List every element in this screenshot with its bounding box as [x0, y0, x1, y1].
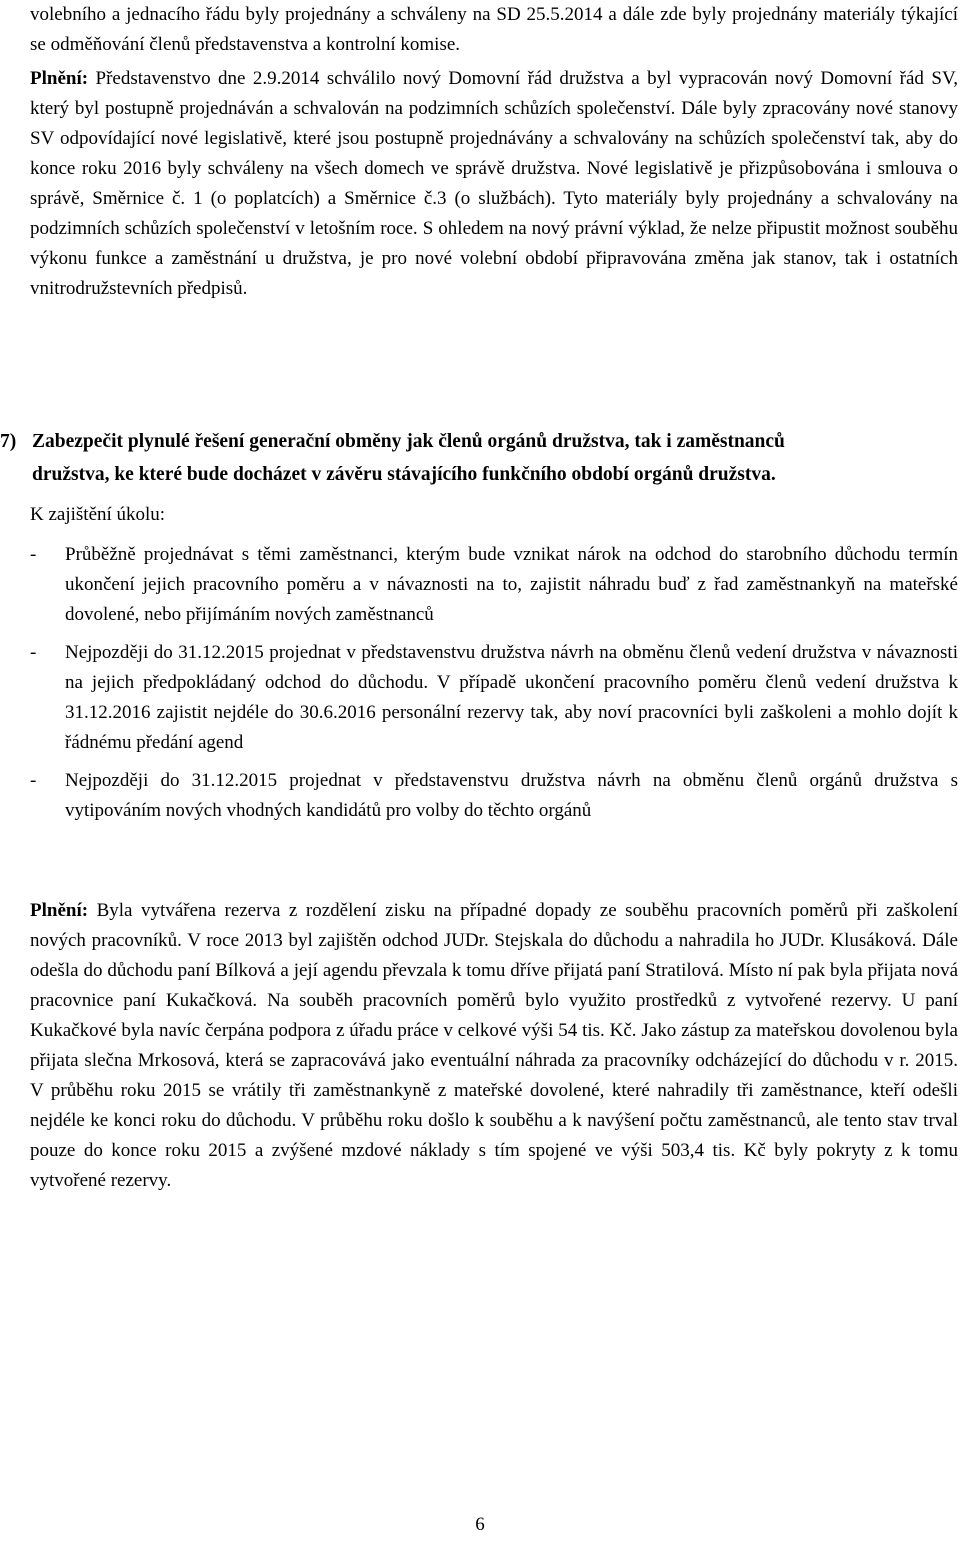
paragraph-top-text: volebního a jednacího řádu byly projednány a schváleny na SD 25.5.2014 a dále zde byly projednány materiály týkající se odměňování členů představenstva a kontrolní komise. — [30, 4, 958, 55]
plneni-label-1: Plnění: — [30, 68, 89, 89]
page-number: 6 — [475, 1514, 485, 1535]
section-7-title-line2: družstva, ke které bude docházet v závěru stávajícího funkčního období orgánů družstva. — [32, 464, 776, 485]
section-7-title-line1: Zabezpečit plynulé řešení generační obměny jak členů orgánů družstva, tak i zaměstnanců — [32, 431, 785, 452]
list-item-text: Nejpozději do 31.12.2015 projednat v představenstvu družstva návrh na obměnu členů vedení družstva v návaznosti na jejich předpokládaný odchod do důchodu. V případě ukončení pracovního poměru členů vedení družstva k 31.12.2016 zajistit nejdéle do 30.6.2016 personální rezervy tak, aby noví pracovníci byli zaškoleni a mohlo dojít k řádnému předání agend — [65, 642, 958, 753]
section-7-number: 7) — [0, 431, 17, 452]
plneni-label-2: Plnění: — [30, 900, 89, 921]
task-list — [30, 540, 958, 826]
list-dash: - — [30, 642, 37, 663]
list-item-text: Nejpozději do 31.12.2015 projednat v představenstvu družstva návrh na obměnu členů orgánů družstva s vytipováním nových vhodných kandidátů pro volby do těchto orgánů — [65, 770, 958, 821]
task-label: K zajištění úkolu: — [30, 504, 166, 525]
paragraph-top — [30, 0, 958, 60]
section-7-heading — [0, 425, 960, 491]
list-dash: - — [30, 770, 37, 791]
list-item — [30, 638, 958, 758]
list-item — [30, 766, 958, 826]
plneni-text-2: Byla vytvářena rezerva z rozdělení zisku na případné dopady ze souběhu pracovních poměrů při zaškolení nových pracovníků. V roce 2013 byl zajištěn odchod JUDr. Stejskala do důchodu a nahradila ho JUDr. Klusáková. Dále odešla do důchodu paní Bílková a její agendu převzala k tomu dříve přijatá paní Stratilová. Místo ní pak byla přijata nová pracovnice paní Kukačková. Na souběh pracovních poměrů bylo využito prostředků z vytvořené rezervy. U paní Kukačkové byla navíc čerpána podpora z úřadu práce v celkové výši 54 tis. Kč. Jako zástup za mateřskou dovolenou byla přijata slečna Mrkosová, která se zapracovává jako eventuální náhrada za pracovníky odcházející do důchodu v r. 2015. V průběhu roku 2015 se vrátily tři zaměstnankyně z mateřské dovolené, které nahradily tři zaměstnance, kteří odešli nejdéle ke konci roku do důchodu. V průběhu roku došlo k souběhu a k navýšení počtu zaměstnanců, ale tento stav trval pouze do konce roku 2015 a zvýšené mzdové náklady s tím spojené ve výši 503,4 tis. Kč byly pokryty z k tomu vytvořené rezervy. — [30, 900, 958, 1191]
plneni-text-1: Představenstvo dne 2.9.2014 schválilo nový Domovní řád družstva a byl vypracován nový Domovní řád SV, který byl postupně projednáván a schvalován na podzimních schůzích společenství. Dále byly zpracovány nové stanovy SV odpovídající nové legislativě, které jsou postupně projednávány a schvalovány na schůzích společenství tak, aby do konce roku 2016 byly schváleny na všech domech ve správě družstva. Nové legislativě je přizpůsobována i smlouva o správě, Směrnice č. 1 (o poplatcích) a Směrnice č.3 (o službách). Tyto materiály byly projednány a schvalovány na podzimních schůzích společenství v letošním roce. S ohledem na nový právní výklad, že nelze připustit možnost souběhu výkonu funkce a zaměstnání u družstva, je pro nové volební období připravována změna jak stanov, tak i ostatních vnitrodružstevních předpisů. — [30, 68, 958, 299]
list-item — [30, 540, 958, 630]
plneni-paragraph-1 — [30, 64, 958, 304]
list-item-text: Průběžně projednávat s těmi zaměstnanci, kterým bude vznikat nárok na odchod do starobního důchodu termín ukončení jejich pracovního poměru a v návaznosti na to, zajistit náhradu buď z řad zaměstnankyň na mateřské dovolené, nebo přijímáním nových zaměstnanců — [65, 544, 958, 625]
plneni-paragraph-2 — [30, 896, 958, 1196]
list-dash: - — [30, 544, 37, 565]
